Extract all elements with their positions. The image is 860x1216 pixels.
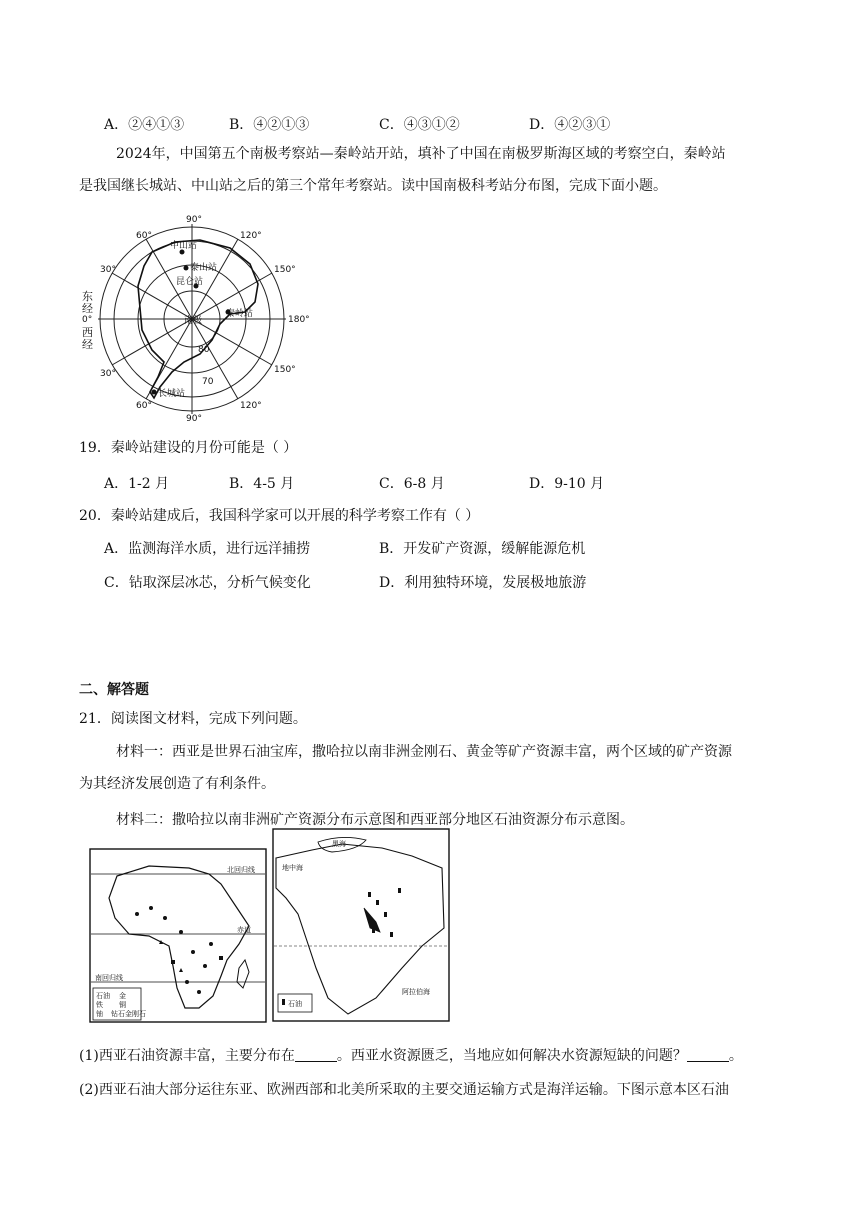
qinling-station-label: 秦岭站 — [226, 309, 254, 319]
legend-uranium: 铀 — [96, 1010, 103, 1018]
q18-option-b: B．④②①③ — [229, 117, 310, 133]
lon-label-60-bottom: 60° — [136, 401, 152, 411]
q21-stem: 21．阅读图文材料，完成下列问题。 — [79, 711, 307, 727]
africa-map-svg — [89, 848, 267, 1023]
q18-option-c: C．④③①② — [379, 117, 460, 133]
legend-oil: 石油 — [96, 992, 110, 1000]
q20-option-a: A．监测海洋水质，进行远洋捕捞 — [104, 541, 311, 557]
lat-label-80: 80 — [198, 345, 210, 355]
answer-blank-1[interactable] — [295, 1047, 337, 1062]
side-label-jing-1: 经 — [82, 302, 93, 315]
legend-oil-westasia: 石油 — [288, 1000, 302, 1008]
legend-copper: 铜 — [119, 1001, 126, 1009]
pole-label: 南极 — [184, 316, 203, 326]
q18-option-a: A．②④①③ — [104, 117, 185, 133]
q20-option-d: D．利用独特环境，发展极地旅游 — [379, 575, 587, 591]
legend-jingangshi: 金刚石 — [125, 1010, 146, 1018]
material1-line-2: 为其经济发展创造了有利条件。 — [79, 776, 275, 792]
lon-label-0: 0° — [82, 315, 93, 325]
taishan-station-label: 泰山站 — [190, 263, 218, 273]
arabian-sea-label: 阿拉伯海 — [402, 988, 430, 996]
q19-option-d: D．9-10 月 — [529, 476, 605, 492]
antarctic-station-map — [80, 212, 320, 422]
side-label-jing-2: 经 — [82, 338, 93, 351]
westasia-map-svg — [272, 828, 450, 1022]
black-sea-label: 黑海 — [332, 840, 346, 848]
q21-sub1-part-b: 。西亚水资源匮乏，当地应如何解决水资源短缺的问题？ — [336, 1048, 687, 1064]
lon-label-150-top: 150° — [274, 265, 296, 275]
section-heading: 二、解答题 — [79, 682, 149, 698]
side-label-dong: 东 — [82, 290, 93, 303]
q21-sub1-part-c: 。 — [728, 1048, 743, 1064]
intro-line-1: 2024年，中国第五个南极考察站—秦岭站开站，填补了中国在南极罗斯海区域的考察空白，秦岭站 — [116, 146, 726, 162]
lon-label-120-bottom: 120° — [240, 401, 262, 411]
q19-option-a: A．1-2 月 — [104, 476, 170, 492]
equator-label: 赤道 — [237, 926, 251, 934]
intro-line-2: 是我国继长城站、中山站之后的第三个常年考察站。读中国南极科考站分布图，完成下面小题。 — [79, 178, 667, 194]
zhongshan-station-label: 中山站 — [170, 241, 198, 251]
legend-gold: 金 — [119, 992, 126, 1000]
lon-label-150-bottom: 150° — [274, 365, 296, 375]
legend-diamond: 钻石 — [111, 1010, 125, 1018]
lon-label-30-top: 30° — [100, 265, 116, 275]
lon-label-90-bottom: 90° — [186, 414, 202, 422]
africa-mineral-map — [89, 848, 267, 1023]
changcheng-station-dot — [152, 390, 157, 395]
q19-stem: 19．秦岭站建设的月份可能是（ ） — [79, 440, 298, 456]
q21-sub1-part-a: (1)西亚石油资源丰富，主要分布在 — [79, 1048, 295, 1064]
q20-option-c: C．钻取深层冰芯，分析气候变化 — [104, 575, 311, 591]
material2: 材料二：撒哈拉以南非洲矿产资源分布示意图和西亚部分地区石油资源分布示意图。 — [116, 812, 634, 828]
q20-option-b: B．开发矿产资源，缓解能源危机 — [379, 541, 586, 557]
lat-label-70: 70 — [202, 377, 214, 387]
mediterranean-label: 地中海 — [282, 864, 303, 872]
legend-iron: 铁 — [96, 1001, 103, 1009]
side-label-xi: 西 — [82, 326, 93, 339]
answer-blank-2[interactable] — [687, 1047, 729, 1062]
lon-label-90-top: 90° — [186, 215, 202, 225]
material1-line-1: 材料一：西亚是世界石油宝库，撒哈拉以南非洲金刚石、黄金等矿产资源丰富，两个区域的矿产资源 — [116, 744, 732, 760]
changcheng-station-label: 长城站 — [158, 389, 186, 399]
lon-label-180: 180° — [288, 315, 310, 325]
lon-label-60-top: 60° — [136, 231, 152, 241]
antarctic-map-svg — [80, 212, 320, 422]
lon-label-30-bottom: 30° — [100, 369, 116, 379]
taishan-station-dot — [184, 266, 189, 271]
lon-label-120-top: 120° — [240, 231, 262, 241]
kunlun-station-label: 昆仑站 — [176, 277, 204, 287]
q18-option-d: D．④②③① — [529, 117, 611, 133]
q20-stem: 20．秦岭站建成后，我国科学家可以开展的科学考察工作有（ ） — [79, 508, 480, 524]
tropic-of-capricorn-label: 南回归线 — [95, 974, 123, 982]
tropic-of-cancer-label: 北回归线 — [227, 866, 255, 874]
q21-sub1 — [79, 1042, 743, 1070]
q19-option-b: B．4-5 月 — [229, 476, 295, 492]
q21-sub2: (2)西亚石油大部分运往东亚、欧洲西部和北美所采取的主要交通运输方式是海洋运输。下图示意本区石油 — [79, 1082, 729, 1098]
westasia-oil-map — [272, 828, 450, 1022]
q19-option-c: C．6-8 月 — [379, 476, 445, 492]
